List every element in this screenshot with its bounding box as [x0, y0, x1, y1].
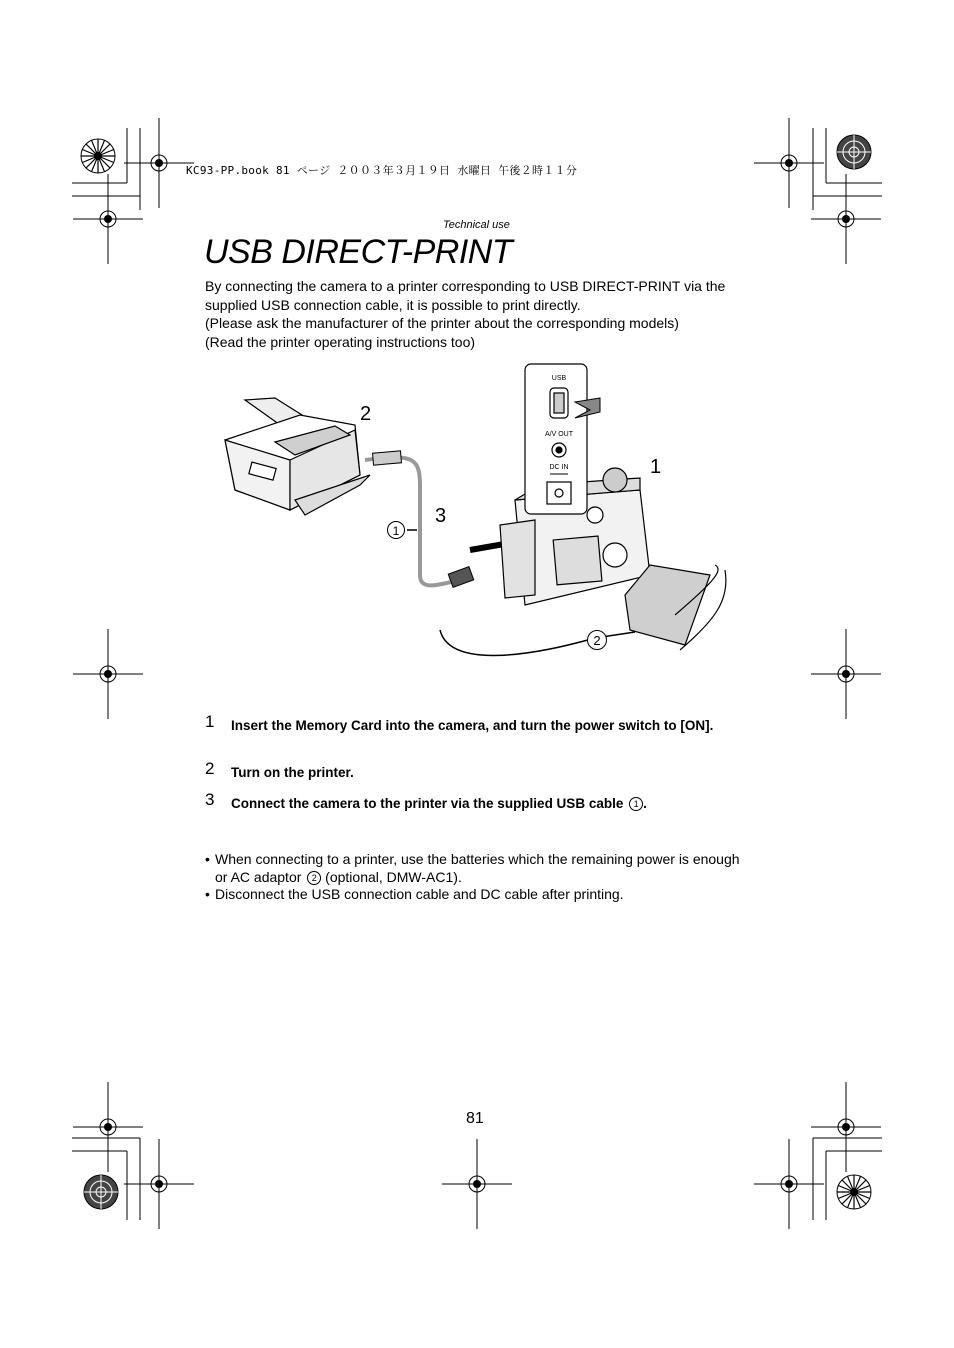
callout-usb-cable: 1 — [392, 524, 400, 538]
step-2 — [205, 759, 745, 783]
usb-connection-illustration — [205, 360, 745, 670]
callout-camera: 1 — [650, 456, 662, 478]
note-text: When connecting to a printer, use the batteries which the remaining power is enough or AC adaptor — [215, 851, 740, 885]
step-text: Turn on the printer. — [231, 765, 354, 780]
section-label: Technical use — [443, 219, 510, 231]
bullet: • — [205, 851, 210, 867]
step-1 — [205, 712, 745, 736]
intro-paragraph: (Please ask the manufacturer of the printer about the corresponding models) — [205, 315, 679, 331]
printer-drawing — [225, 398, 370, 515]
step-number: 2 — [205, 759, 215, 778]
book-header-line: KC93-PP.book 81 ページ ２００３年３月１９日 水曜日 午後２時１１分 — [186, 164, 578, 177]
note-text: (optional, DMW-AC1). — [321, 868, 462, 885]
page-title: USB DIRECT-PRINT — [204, 233, 513, 271]
ac-adaptor-ref: 2 — [307, 871, 321, 885]
step-text — [231, 794, 745, 814]
step-text: Insert the Memory Card into the camera, and turn the power switch to [ON]. — [231, 718, 714, 733]
port-panel — [525, 364, 587, 514]
step-3 — [205, 790, 745, 814]
callout-printer: 2 — [360, 403, 372, 425]
step-number: 1 — [205, 712, 215, 731]
intro-paragraph: (Read the printer operating instructions too) — [205, 333, 476, 350]
intro-text — [205, 277, 765, 351]
callout-ac-adaptor: 2 — [593, 633, 601, 648]
step-text-main: Connect the camera to the printer via the supplied USB cable — [231, 796, 624, 811]
step-text-end: . — [643, 796, 647, 811]
page-number: 81 — [466, 1110, 484, 1127]
note-text: Disconnect the USB connection cable and DC cable after printing. — [215, 886, 624, 902]
port-label-av-out: A/V OUT — [544, 431, 574, 438]
note-item — [205, 886, 745, 904]
port-label-usb: USB — [551, 375, 567, 382]
intro-paragraph: By connecting the camera to a printer corresponding to USB DIRECT-PRINT via the supplied USB connection cable, it is possible to print directly. — [205, 278, 726, 313]
note-item — [205, 851, 745, 886]
ac-adaptor-drawing — [625, 565, 726, 650]
step-number: 3 — [205, 790, 215, 809]
callout-cable: 3 — [435, 505, 447, 527]
notes-list — [205, 851, 745, 904]
usb-cable-ref: 1 — [629, 797, 643, 811]
port-label-dc-in: DC IN — [549, 464, 569, 471]
bullet: • — [205, 886, 210, 902]
